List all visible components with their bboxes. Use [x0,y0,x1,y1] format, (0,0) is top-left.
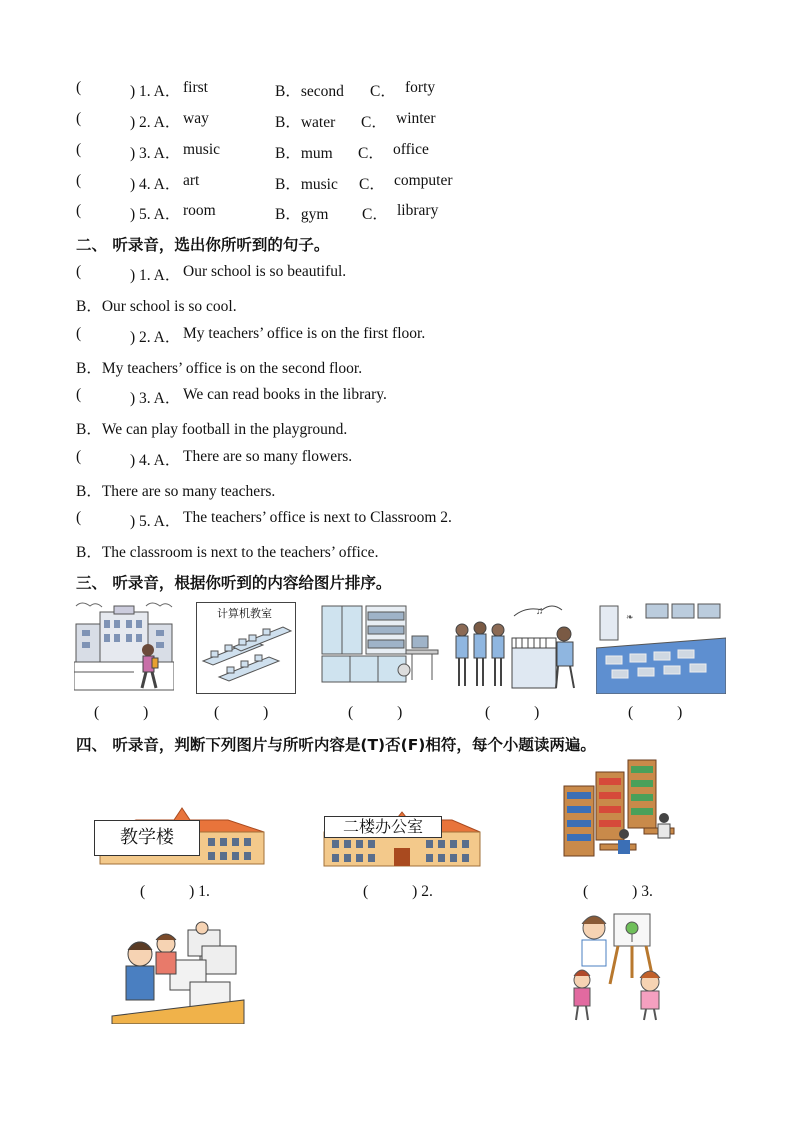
building-sign: 教学楼 [94,820,200,856]
s4-answer-3[interactable]: ( ) 3. [583,883,653,900]
section3-heading: 三、 听录音，根据你听到的内容给图片排序。 [76,574,392,592]
children-computers-picture [110,920,246,1024]
computer-room-picture [196,602,296,694]
section2-heading: 二、 听录音，选出你所听到的句子。 [76,236,330,254]
second-floor-office-picture [322,806,482,868]
classroom-picture [596,598,726,694]
s2-item-2a: ( ) 2. A． My teachers’ office is on the first floor. [76,325,426,346]
music-room-picture [452,602,582,694]
computer-room-sign: 计算机教室 [217,607,272,620]
library-picture [560,756,684,870]
s1-item-3: ( ) 3. A． music B．mum C． office [76,141,429,162]
s2-item-2b: B．My teachers’ office is on the second floor. [76,360,363,377]
s2-item-5a: ( ) 5. A． The teachers’ office is next to Classroom 2. [76,509,452,530]
s1-item-4: ( ) 4. A． art B．music C． computer [76,172,453,193]
s3-blank-2[interactable]: ( ) [214,704,269,721]
s1-item-1: ( ) 1. A． first B．second C． forty [76,79,436,100]
art-class-picture [564,908,674,1024]
s1-item-2: ( ) 2. A． way B．water C． winter [76,110,436,131]
s2-item-1b: B．Our school is so cool. [76,298,237,315]
office-sign: 二楼办公室 [324,816,442,838]
school-gate-picture [74,598,174,694]
computer-desks-icon [197,617,295,693]
s2-item-3a: ( ) 3. A． We can read books in the library. [76,386,387,407]
s3-blank-5[interactable]: ( ) [628,704,683,721]
office-picture [320,604,440,688]
s4-answer-2[interactable]: ( ) 2. [363,883,433,900]
s3-blank-1[interactable]: ( ) [94,704,149,721]
s4-answer-1[interactable]: ( ) 1. [140,883,210,900]
s1-item-5: ( ) 5. A． room B．gym C． library [76,202,439,223]
svg-text:♫: ♫ [536,606,544,617]
teaching-building-picture [96,804,268,866]
s3-blank-3[interactable]: ( ) [348,704,403,721]
s2-item-3b: B．We can play football in the playground. [76,421,348,438]
s2-item-1a: ( ) 1. A． Our school is so beautiful. [76,263,347,284]
svg-text:❧: ❧ [626,612,634,622]
s2-item-4a: ( ) 4. A． There are so many flowers. [76,448,353,469]
s2-item-5b: B．The classroom is next to the teachers’ office. [76,544,379,561]
s2-item-4b: B．There are so many teachers. [76,483,276,500]
s3-blank-4[interactable]: ( ) [485,704,540,721]
section4-heading: 四、 听录音，判断下列图片与所听内容是(T)否(F)相符，每个小题读两遍。 [76,736,596,754]
